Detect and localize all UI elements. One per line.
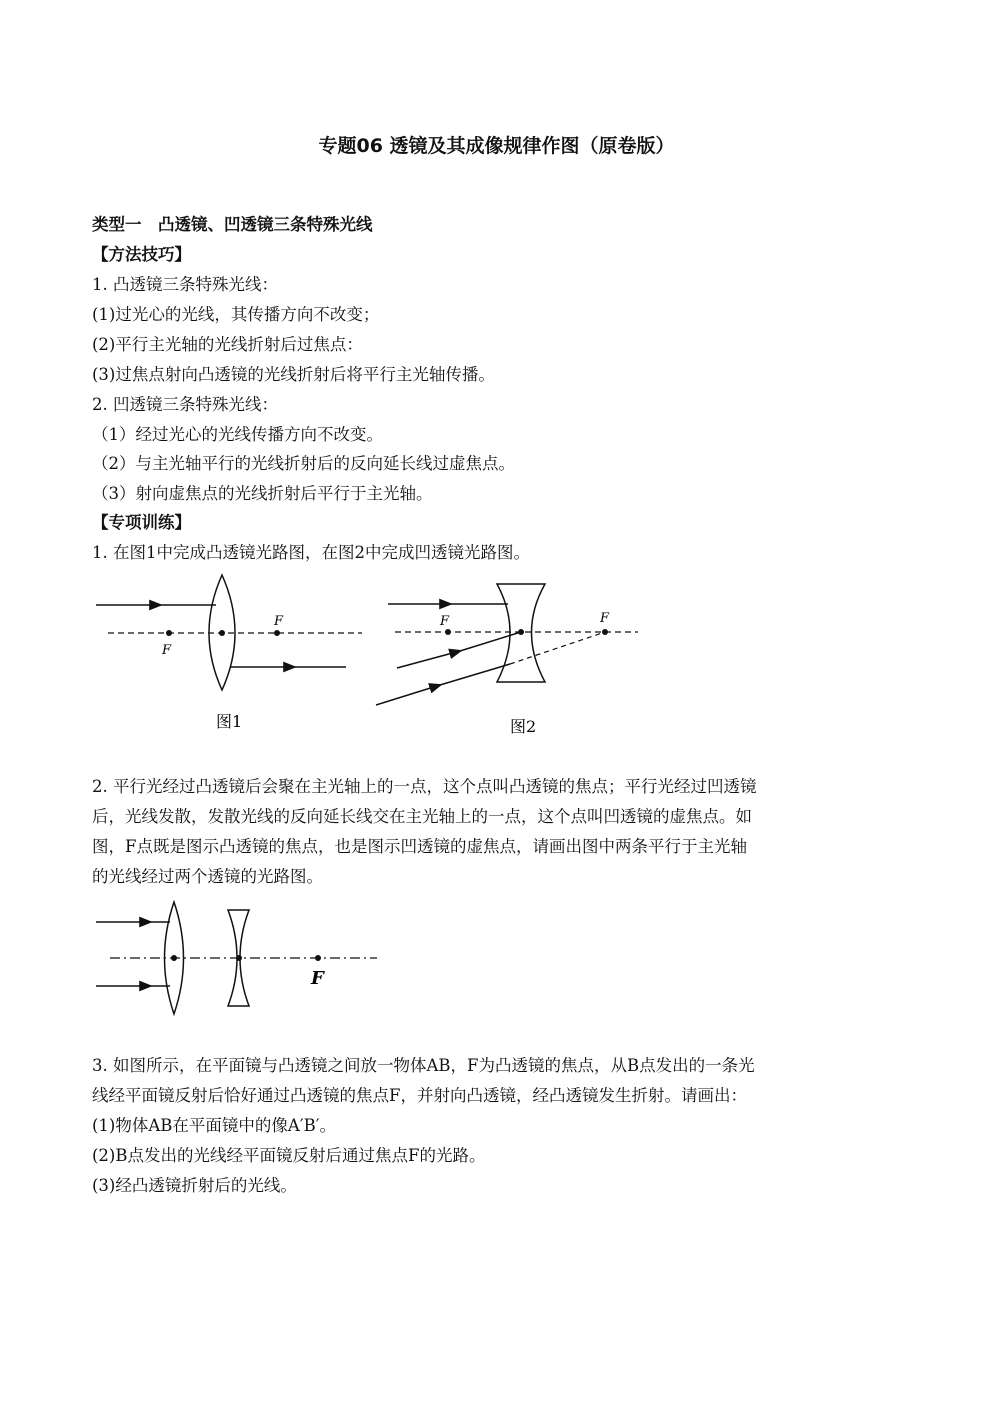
optical-center (219, 630, 225, 636)
focus-point (315, 955, 321, 961)
question-1-text: 1. 在图1中完成凸透镜光路图，在图2中完成凹透镜光路图。 (92, 543, 530, 562)
concave-rule-1: （1）经过光心的光线传播方向不改变。 (92, 425, 383, 444)
focus-point-left (166, 630, 172, 636)
convex-rule-2: (2)平行主光轴的光线折射后过焦点： (92, 335, 363, 354)
question-2-line-1: 2. 平行光经过凸透镜后会聚在主光轴上的一点，这个点叫凸透镜的焦点；平行光经过凹透镜 (92, 777, 757, 796)
incident-ray-to-virtual-focus (376, 685, 440, 705)
question-3-line-2: 线经平面镜反射后恰好通过凸透镜的焦点F，并射向凸透镜，经凸透镜发生折射。请画出： (92, 1086, 747, 1105)
focus-point-right (602, 629, 608, 635)
convex-rule-3: (3)过焦点射向凸透镜的光线折射后将平行主光轴传播。 (92, 365, 495, 384)
focus-label-right: F (274, 614, 284, 629)
concave-optical-center (236, 955, 242, 961)
optical-center (518, 629, 524, 635)
question-2-line-3: 图，F点既是图示凸透镜的焦点，也是图示凹透镜的虚焦点，请画出图中两条平行于主光轴 (92, 837, 747, 856)
figure-1-convex-lens (90, 570, 370, 740)
focus-label-right: F (600, 611, 610, 626)
question-2-line-4: 的光线经过两个透镜的光路图。 (92, 867, 323, 886)
question-3-text (92, 1051, 892, 1201)
figure-3-two-lenses (92, 898, 382, 1023)
figure-1-label: 图1 (216, 712, 243, 731)
convex-title: 1. 凸透镜三条特殊光线： (92, 275, 278, 294)
convex-optical-center (171, 955, 177, 961)
figure-2-concave-lens (370, 570, 650, 740)
incident-ray-center (397, 651, 460, 668)
focus-label-left: F (440, 614, 450, 629)
page-title: 专题06 透镜及其成像规律作图（原卷版） (318, 135, 675, 157)
convex-rule-1: (1)过光心的光线，其传播方向不改变； (92, 305, 380, 324)
question-3-line-1: 3. 如图所示，在平面镜与凸透镜之间放一物体AB，F为凸透镜的焦点，从B点发出的一条光 (92, 1056, 755, 1075)
figure-2-label: 图2 (510, 717, 537, 736)
question-2-text (92, 772, 892, 892)
concave-rule-2: （2）与主光轴平行的光线折射后的反向延长线过虚焦点。 (92, 454, 515, 473)
question-3-line-3: (1)物体AB在平面镜中的像A′B′。 (92, 1116, 336, 1135)
extension-line (510, 632, 605, 664)
concave-rule-3: （3）射向虚焦点的光线折射后平行于主光轴。 (92, 484, 433, 503)
focus-label-left: F (162, 643, 172, 658)
focus-point-right (274, 630, 280, 636)
focus-label: F (311, 968, 324, 989)
question-3-line-4: (2)B点发出的光线经平面镜反射后通过焦点F的光路。 (92, 1146, 486, 1165)
training-heading: 【专项训练】 (92, 513, 191, 532)
concave-title: 2. 凹透镜三条特殊光线： (92, 395, 278, 414)
section-heading: 类型一 凸透镜、凹透镜三条特殊光线 (92, 215, 373, 234)
question-2-line-2: 后，光线发散，发散光线的反向延长线交在主光轴上的一点，这个点叫凹透镜的虚焦点。如 (92, 807, 752, 826)
focus-point-left (445, 629, 451, 635)
question-3-line-5: (3)经凸透镜折射后的光线。 (92, 1176, 297, 1195)
method-heading: 【方法技巧】 (92, 245, 191, 264)
